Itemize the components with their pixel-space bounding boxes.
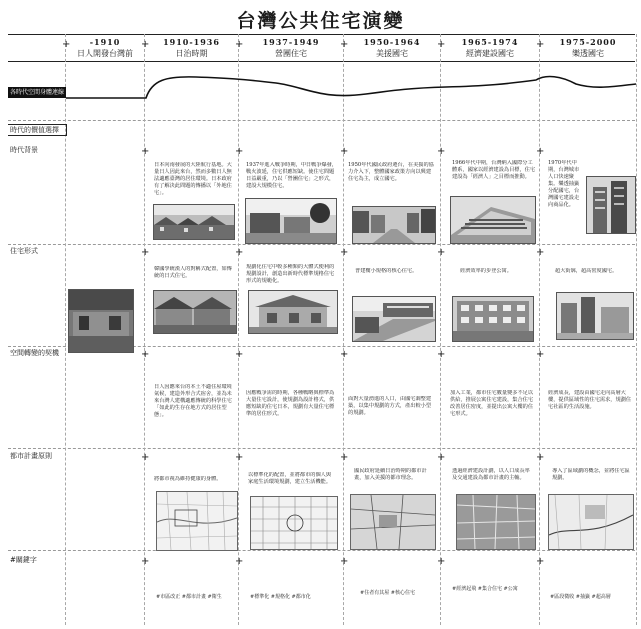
row-label-housing-form: 住宅形式 bbox=[10, 247, 38, 255]
photo-walkup-apartment bbox=[452, 296, 534, 342]
housing-form-text: 韓國學統漢人的對稱式配置，如傳統的日式住宅。 bbox=[154, 266, 232, 279]
column-divider bbox=[343, 34, 344, 625]
housing-form-text: 普建樓小規格的核心住宅。 bbox=[355, 268, 418, 274]
plus-marker: + bbox=[536, 452, 545, 463]
plus-marker: + bbox=[141, 349, 150, 360]
map-aid-district bbox=[350, 494, 436, 550]
period-header bbox=[145, 37, 238, 59]
header-top-rule bbox=[8, 34, 635, 35]
plus-marker: + bbox=[536, 556, 545, 567]
planning-text: 將都市視為維持健康的身體。 bbox=[154, 476, 222, 482]
period-name: 日治時期 bbox=[175, 49, 208, 58]
photo-aid-street bbox=[352, 206, 436, 244]
housing-form-text: 超大街廓，超高密度國宅。 bbox=[555, 268, 618, 274]
planning-text: 透過經濟建設計劃，以人口成長率及交通建設為都市計畫的主軸。 bbox=[452, 468, 530, 481]
planning-text: 國民政府延續日治時期的都市計畫，加入美援的都市理念。 bbox=[354, 468, 427, 481]
plus-marker: + bbox=[437, 349, 446, 360]
era-curve-line bbox=[66, 77, 636, 98]
plus-marker: + bbox=[437, 556, 446, 567]
keywords-text: #區段徵收 #抽籤 #超高層 bbox=[550, 594, 611, 600]
plus-marker: + bbox=[141, 146, 150, 157]
plus-marker: + bbox=[437, 39, 446, 50]
housing-form-text: 規劃化住宅中較多種類的大體式便利的規劃設計，創造出新時代標準規格住宅形式的規範化。 bbox=[246, 264, 335, 284]
background-text: 1966年代中期，台灣納入國際分工體系，國家以經濟建設為目標，住宅建設為「經濟人」之目標而推動。 bbox=[452, 160, 536, 180]
plus-marker: + bbox=[235, 452, 244, 463]
plus-marker: + bbox=[536, 39, 545, 50]
plus-marker: + bbox=[536, 349, 545, 360]
transition-text: 經濟成長，建設由國宅走向高層大樓，提供區域性的住宅需求，規劃住宅社區的生活設施。 bbox=[548, 390, 632, 410]
plus-marker: + bbox=[235, 146, 244, 157]
keywords-text: #住者有其屋 #核心住宅 bbox=[360, 590, 415, 596]
column-divider bbox=[238, 34, 239, 625]
plus-marker: + bbox=[235, 39, 244, 50]
plus-marker: + bbox=[62, 39, 71, 50]
transition-text: 加入工業，都市住宅數量變多不足以供給，推展公寓住宅建設，集合住宅改善居住密度，並提出公寓大樓的住宅形式。 bbox=[450, 390, 534, 417]
transition-text: 面對大量湧進的人口，由國宅調整建築，以集中規劃的方式，產出較小型的規劃。 bbox=[348, 396, 432, 416]
plus-marker: + bbox=[141, 39, 150, 50]
plus-marker: + bbox=[141, 556, 150, 567]
period-year: 1910-1936 bbox=[163, 37, 220, 47]
housing-form-text: 經濟效率的步登公寓。 bbox=[460, 268, 512, 274]
planning-text: 以標準化的配置，並將都市的個人與家庭生活環境規劃，建立生活機能。 bbox=[248, 472, 332, 485]
map-city-plan bbox=[156, 491, 238, 551]
row-label-spatial-transition: 空間轉變的契機 bbox=[10, 349, 59, 357]
planning-text: 導入了區域劃的概念，並將住宅區規劃。 bbox=[552, 468, 630, 481]
plus-marker: + bbox=[536, 146, 545, 157]
period-year: 1937-1949 bbox=[262, 37, 320, 47]
column-divider bbox=[65, 34, 66, 625]
plus-marker: + bbox=[235, 556, 244, 567]
period-year: 1965-1974 bbox=[461, 37, 519, 47]
row-divider bbox=[8, 120, 635, 121]
era-values-label: 時代的價值選擇 bbox=[8, 124, 67, 136]
keywords-text: #市區改正 #都市計畫 #衛生 bbox=[156, 594, 222, 600]
plus-marker: + bbox=[437, 452, 446, 463]
period-header bbox=[344, 37, 440, 59]
photo-traditional-dwelling bbox=[68, 289, 134, 353]
plus-marker: + bbox=[536, 247, 545, 258]
background-text: 1970年代中期，台灣城市人口快速聚集。樂透抽籤分配國宅，台灣國宅建設走向商品化。 bbox=[548, 160, 580, 208]
photo-apartment-blocks bbox=[450, 196, 536, 244]
period-name: 美援國宅 bbox=[376, 49, 408, 58]
era-curve-label: 各時代空間身體連線 bbox=[10, 89, 65, 96]
map-dense-city bbox=[456, 494, 536, 550]
plus-marker: + bbox=[437, 146, 446, 157]
plus-marker: + bbox=[340, 247, 349, 258]
photo-colonial-settlement bbox=[153, 204, 235, 240]
row-divider bbox=[8, 244, 635, 245]
keywords-text: #標準化 #規格化 #都市化 bbox=[250, 594, 311, 600]
period-header bbox=[239, 37, 343, 59]
period-header bbox=[441, 37, 539, 59]
plus-marker: + bbox=[340, 556, 349, 567]
period-name: 日人開發台灣前 bbox=[77, 49, 133, 58]
period-name: 營團住宅 bbox=[275, 49, 307, 58]
plus-marker: + bbox=[141, 247, 150, 258]
period-year: 1950-1964 bbox=[363, 37, 421, 47]
transition-text: 因應戰爭需的時期，各種戰略與標準為大量住宅設計，使規劃為設計格式，供應短缺的住宅日本，規劃有大量住宅標準的居住形式。 bbox=[246, 390, 335, 417]
photo-wartime-housing bbox=[245, 198, 337, 244]
plus-marker: + bbox=[340, 39, 349, 50]
plus-marker: + bbox=[340, 146, 349, 157]
column-divider bbox=[144, 34, 145, 625]
photo-core-housing bbox=[352, 296, 436, 342]
period-name: 樂透國宅 bbox=[572, 49, 604, 58]
plus-marker: + bbox=[340, 349, 349, 360]
plus-marker: + bbox=[437, 247, 446, 258]
era-curve bbox=[66, 70, 636, 115]
background-text: 1937年進入戰爭時期，中日戰爭爆發，戰火波延，住宅供應短缺。使住宅問題日益嚴重，乃以「營團住宅」之形式，建設大規模住宅。 bbox=[246, 162, 338, 189]
plus-marker: + bbox=[235, 247, 244, 258]
page-title: 台灣公共住宅演變 bbox=[236, 10, 405, 32]
period-year: 1975-2000 bbox=[559, 37, 617, 47]
row-label-keywords: #關鍵字 bbox=[10, 556, 37, 564]
period-header bbox=[66, 37, 144, 59]
row-divider bbox=[8, 448, 635, 449]
header-bottom-rule bbox=[8, 61, 635, 62]
row-divider bbox=[8, 550, 635, 551]
period-year: -1910 bbox=[89, 37, 121, 47]
background-text: 日本向南發展的大陸航行基地。大量日人因此來台，然而多數日人無法適應臺灣的居住環境。日本政府有了解決此問題的傳播以「外地住宅」。 bbox=[154, 162, 232, 196]
plus-marker: + bbox=[235, 349, 244, 360]
row-label-urban-planning: 都市計畫原則 bbox=[10, 452, 52, 460]
period-name: 經濟建設國宅 bbox=[466, 49, 514, 58]
period-header bbox=[540, 37, 636, 59]
map-regional-plan bbox=[548, 494, 634, 550]
keywords-text: #經濟起飛 #集合住宅 #公寓 bbox=[452, 586, 518, 592]
column-divider bbox=[539, 34, 540, 625]
transition-text: 日人因應來台的本土不適住屋環境氣候，建造外形合式宿舍，並為未來台灣人建構適應傳統的科學住宅「如此的生存在地方式的居住型態」。 bbox=[154, 384, 232, 418]
plus-marker: + bbox=[141, 452, 150, 463]
photo-standard-housing bbox=[248, 290, 338, 334]
column-divider bbox=[440, 34, 441, 625]
column-divider bbox=[636, 34, 637, 625]
photo-japanese-houses bbox=[153, 290, 237, 334]
photo-superblock bbox=[556, 292, 634, 340]
photo-highrise-towers bbox=[586, 176, 636, 234]
background-text: 1950年代國民政府遷台，在美援的協力介入下，整體國家政策方向以興建住宅為主，成立國宅。 bbox=[348, 162, 434, 182]
row-label-background: 時代背景 bbox=[10, 146, 38, 154]
plus-marker: + bbox=[340, 452, 349, 463]
map-grid-plan bbox=[250, 496, 338, 550]
